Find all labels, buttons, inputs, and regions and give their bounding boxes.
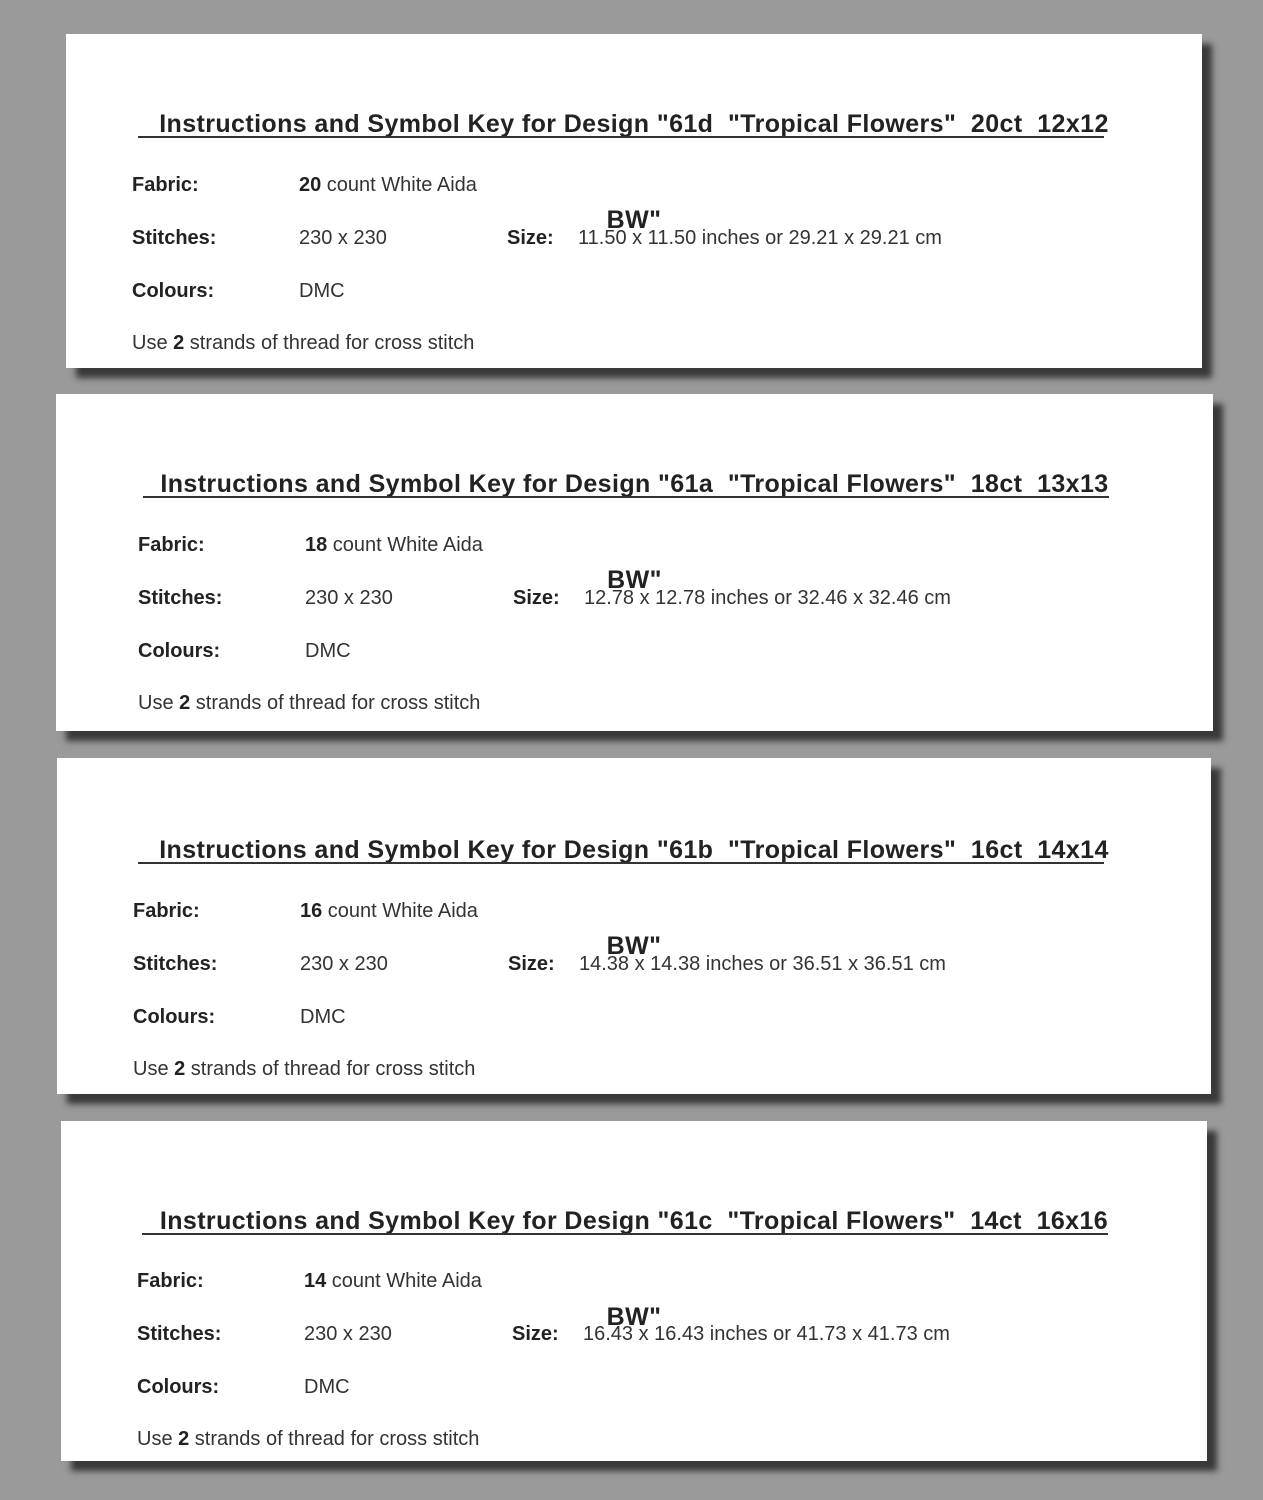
note-suffix: strands of thread for cross stitch <box>189 1428 480 1450</box>
fabric-value <box>304 1270 482 1293</box>
strand-count: 2 <box>174 1058 186 1080</box>
card-title-line2: BW" <box>606 932 662 960</box>
instructions-card-61a <box>56 394 1213 731</box>
card-title-line1: Instructions and Symbol Key for Design "61c "Tropical Flowers" 14ct 16x16 <box>159 1207 1109 1235</box>
fabric-count: 16 <box>300 900 323 922</box>
fabric-value <box>299 174 477 197</box>
size-value: 14.38 x 14.38 inches or 36.51 x 36.51 cm <box>579 953 946 975</box>
colours-label: Colours: <box>137 1376 220 1398</box>
stitches-label: Stitches: <box>137 1323 222 1345</box>
fabric-type: count White Aida <box>327 534 483 556</box>
colours-label: Colours: <box>138 640 221 662</box>
fabric-label: Fabric: <box>132 174 199 196</box>
size-label: Size: <box>512 1323 559 1345</box>
fabric-value <box>305 534 483 557</box>
stitches-value: 230 x 230 <box>304 1323 392 1345</box>
instructions-card-61b <box>57 758 1211 1094</box>
fabric-count: 18 <box>305 534 328 556</box>
size-label: Size: <box>507 227 554 249</box>
colours-value: DMC <box>299 280 345 302</box>
fabric-type: count White Aida <box>326 1270 482 1292</box>
note-prefix: Use <box>137 1428 179 1450</box>
fabric-value <box>300 900 478 923</box>
card-title-line1: Instructions and Symbol Key for Design "61a "Tropical Flowers" 18ct 13x13 <box>160 470 1109 498</box>
strands-note <box>137 1428 479 1451</box>
note-suffix: strands of thread for cross stitch <box>190 692 481 714</box>
fabric-type: count White Aida <box>321 174 477 196</box>
title-divider <box>138 136 1104 138</box>
fabric-label: Fabric: <box>137 1270 204 1292</box>
instructions-card-61d <box>66 34 1202 368</box>
stitches-label: Stitches: <box>133 953 218 975</box>
fabric-type: count White Aida <box>322 900 478 922</box>
colours-value: DMC <box>304 1376 350 1398</box>
title-divider <box>142 1233 1108 1235</box>
fabric-label: Fabric: <box>133 900 200 922</box>
size-value: 16.43 x 16.43 inches or 41.73 x 41.73 cm <box>583 1323 950 1345</box>
instructions-card-61c <box>61 1121 1207 1461</box>
card-title <box>56 404 1213 660</box>
card-title <box>61 1141 1207 1397</box>
fabric-label: Fabric: <box>138 534 205 556</box>
note-prefix: Use <box>132 332 174 354</box>
stitches-value: 230 x 230 <box>299 227 387 249</box>
stitches-value: 230 x 230 <box>300 953 388 975</box>
strands-note <box>132 332 474 355</box>
size-label: Size: <box>513 587 560 609</box>
fabric-count: 14 <box>304 1270 327 1292</box>
card-title-line1: Instructions and Symbol Key for Design "61d "Tropical Flowers" 20ct 12x12 <box>159 110 1109 138</box>
strand-count: 2 <box>179 692 191 714</box>
note-prefix: Use <box>138 692 180 714</box>
title-divider <box>138 862 1104 864</box>
note-suffix: strands of thread for cross stitch <box>185 1058 476 1080</box>
fabric-count: 20 <box>299 174 322 196</box>
strands-note <box>133 1058 475 1081</box>
colours-label: Colours: <box>133 1006 216 1028</box>
strand-count: 2 <box>173 332 185 354</box>
size-label: Size: <box>508 953 555 975</box>
stitches-label: Stitches: <box>132 227 217 249</box>
stitches-label: Stitches: <box>138 587 223 609</box>
colours-value: DMC <box>300 1006 346 1028</box>
strand-count: 2 <box>178 1428 190 1450</box>
card-title-line1: Instructions and Symbol Key for Design "61b "Tropical Flowers" 16ct 14x14 <box>159 836 1109 864</box>
card-title <box>66 44 1202 300</box>
colours-label: Colours: <box>132 280 215 302</box>
card-title-line2: BW" <box>606 1303 662 1331</box>
card-title-line2: BW" <box>606 206 662 234</box>
colours-value: DMC <box>305 640 351 662</box>
card-title-line2: BW" <box>607 566 662 594</box>
size-value: 12.78 x 12.78 inches or 32.46 x 32.46 cm <box>584 587 951 609</box>
title-divider <box>143 496 1109 498</box>
size-value: 11.50 x 11.50 inches or 29.21 x 29.21 cm <box>578 227 942 249</box>
card-title <box>57 770 1211 1026</box>
strands-note <box>138 692 480 715</box>
note-suffix: strands of thread for cross stitch <box>184 332 475 354</box>
note-prefix: Use <box>133 1058 175 1080</box>
stitches-value: 230 x 230 <box>305 587 393 609</box>
